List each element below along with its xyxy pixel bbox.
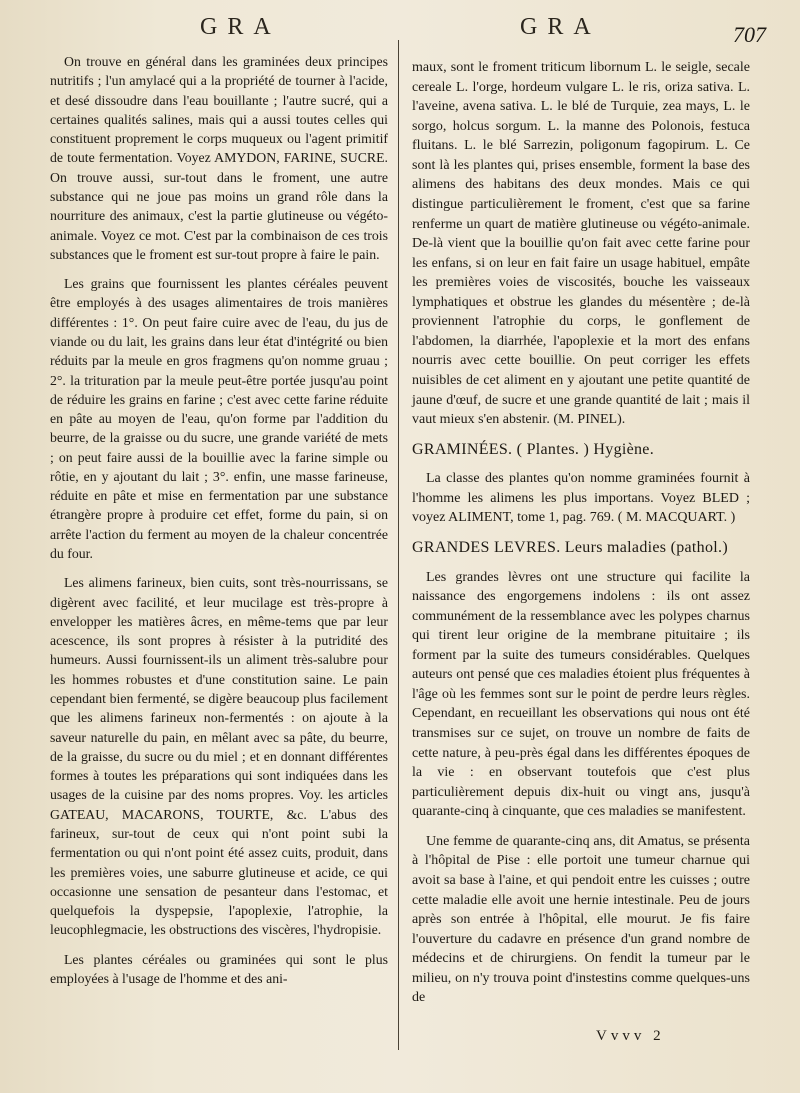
paragraph: Une femme de quarante-cinq ans, dit Amatus, se présenta à l'hôpital de Pise : elle portoit une tumeur charnue qui avoit sa base à l'aine, et qui pendoit entre les cuisses ; outre cette maladie elle avoit une hernie intestinale. Peu de jours après son entrée à l'hôpital, elle mourut. Je fis faire l'ouverture du cadavre en présence d'un grand nombre de médecins et de chirurgiens. On fendit la tumeur par le milieu, on n'y trouva point d'instestins comme quelques-uns de xyxy=(412,833,750,1006)
paragraph: Les plantes céréales ou graminées qui sont le plus employées à l'usage de l'homme et des ani- xyxy=(50,951,388,986)
right-column xyxy=(412,58,750,1018)
paragraph: Les grandes lèvres ont une structure qui facilite la naissance des engorgemens indolens : ils ont assez communément de la ressemblance avec les polypes charnus qui tirent leur origine de la membrane pituitaire ; ils forment par la suite des tumeurs considérables. Quelques auteurs ont pensé que ces maladies étoient plus fréquentes à l'âge où les femmes sont sur le point de perdre leurs règles. Cependant, en recueillant les observations qui nous ont été transmises sur ce sujet, on trouve un nombre de faits de cette nature, à peu-près égal dans les différentes époques de la vie : en observant toutefois que c'est plus particulièrement depuis dix-huit ou vingt ans, jusqu'à quarante-cinq à cinquante, que ces maladies se manifestent. xyxy=(412,569,750,820)
signature-mark: Vvvv 2 xyxy=(596,1028,665,1044)
paragraph: Les grains que fournissent les plantes céréales peuvent être employés à des usages alimentaires de trois manières différentes : 1°. On peut faire cuire avec de l'eau, du jus de viande ou du lait, les grains dans leur état d'intégrité ou bien réduits par la meule en gros fragmens qu'on nomme gruau ; 2°. la trituration par la meule peut-être portée jusqu'au point de réduire les grains en farine ; c'est avec cette farine réduite en pâte au moyen de l'eau, qu'on forme par l'addition du beurre, de la graisse ou du sucre, une grande variété de mets ; on peut faire aussi de la bouillie avec la farine simple ou rôtie, en y ajoutant du lait ; 3°. enfin, une masse farineuse, réduite en pâte et mise en fermentation par une substance étrangère propre à produire cet effet, forme du pain, si on arrête l'action du ferment au moyen de la chaleur concentrée du four. xyxy=(50,276,388,562)
article-heading: GRANDES LEVRES. Leurs maladies (pathol.) xyxy=(412,538,728,556)
running-head-left: GRA xyxy=(200,14,281,40)
page-number: 707 xyxy=(733,22,766,47)
paragraph: maux, sont le froment triticum libornum L. le seigle, secale cereale L. l'orge, hordeum vulgare L. le ris, oriza sativa. L. l'aveine, avena sativa. L. le blé de Turquie, zea mays, L. le sorgo, holcus sorgum. L. la manne des Polonois, festuca fluitans. L. le blé Sarrezin, poligonum fagopirum. L. Ce sont là les plantes qui, prises ensemble, forment la base des alimens des habitans des deux mondes. Mais ce qui distingue particulièrement le froment, c'est que sa farine renferme un quart de matière glutineuse ou végéto-animale. De-là vient que la bouillie qu'on fait avec cette farine pour les enfans, si on leur en fait faire un usage habituel, empâte les premières voies de viscosités, bouche les vaisseaux lymphatiques et obstrue les glandes du mésentère ; de-là proviennent l'atrophie du corps, le gonflement de l'abdomen, la diarrhée, l'apoplexie et la mort des enfans nourris avec cette bouillie. On peut corriger les effets nuisibles de cet aliment en y ajoutant une petite quantité de jaune d'œuf, de sucre et une grande quantité de lait ; mais il vaut mieux s'en abstenir. (M. PINEL). xyxy=(412,60,750,428)
paragraph: La classe des plantes qu'on nomme graminées fournit à l'homme les alimens les plus importans. Voyez BLED ; voyez ALIMENT, tome 1, pag. 769. ( M. MACQUART. ) xyxy=(412,471,750,526)
running-head-right: GRA xyxy=(520,14,601,40)
article-heading: GRAMINÉES. ( Plantes. ) Hygiène. xyxy=(412,440,655,458)
paragraph: Les alimens farineux, bien cuits, sont très-nourrissans, se digèrent avec facilité, et leur mucilage est très-propre à envelopper les matières âcres, en même-tems que par leur acescence, ils sont propres à résister à la putridité des humeurs. Aussi fournissent-ils un aliment très-salubre pour les hommes robustes et d'une constitution saine. Le pain cependant bien fermenté, se digère beaucoup plus facilement que les alimens farineux non-fermentés : on ajoute à la saveur naturelle du pain, en mêlant avec sa pâte, du beurre, de la graisse, du sucre ou du miel ; et en donnant différentes formes à toutes les préparations qui sont indiquées dans les usages de la cuisine par des noms propres. Voy. les articles GATEAU, MACARONS, TOURTE, &c. L'abus des farineux, sur-tout de ceux qui n'ont point subi la fermentation ou qui n'ont point été assez cuits, produit, dans les premières voies, une saburre glutineuse et acide, ce qui occasionne une sensation de pesanteur dans l'estomac, et quelquefois la dyspepsie, l'apoplexie, l'atrophie, la leucophlegmacie, les obstructions des viscères, l'hydropisie. xyxy=(50,575,388,938)
paragraph: On trouve en général dans les graminées deux principes nutritifs ; l'un amylacé qui a la propriété de tourner à l'acide, et desé dissoudre dans l'eau bouillante ; l'autre sucré, qui a certaines qualités salines, mais qui a aussi toutes celles qui constituent proprement le corps muqueux ou l'agent primitif de toute fermentation. Voyez AMYDON, FARINE, SUCRE. On trouve aussi, sur-tout dans le froment, une autre substance qui ne joue pas moins un grand rôle dans la nourriture des animaux, c'est la partie glutineuse ou végéto-animale. Voyez ce mot. C'est par la combinaison de ces trois substances que le froment est sur-tout propre à faire le pain. xyxy=(50,54,388,262)
column-divider xyxy=(398,40,399,1050)
left-column xyxy=(50,52,388,998)
